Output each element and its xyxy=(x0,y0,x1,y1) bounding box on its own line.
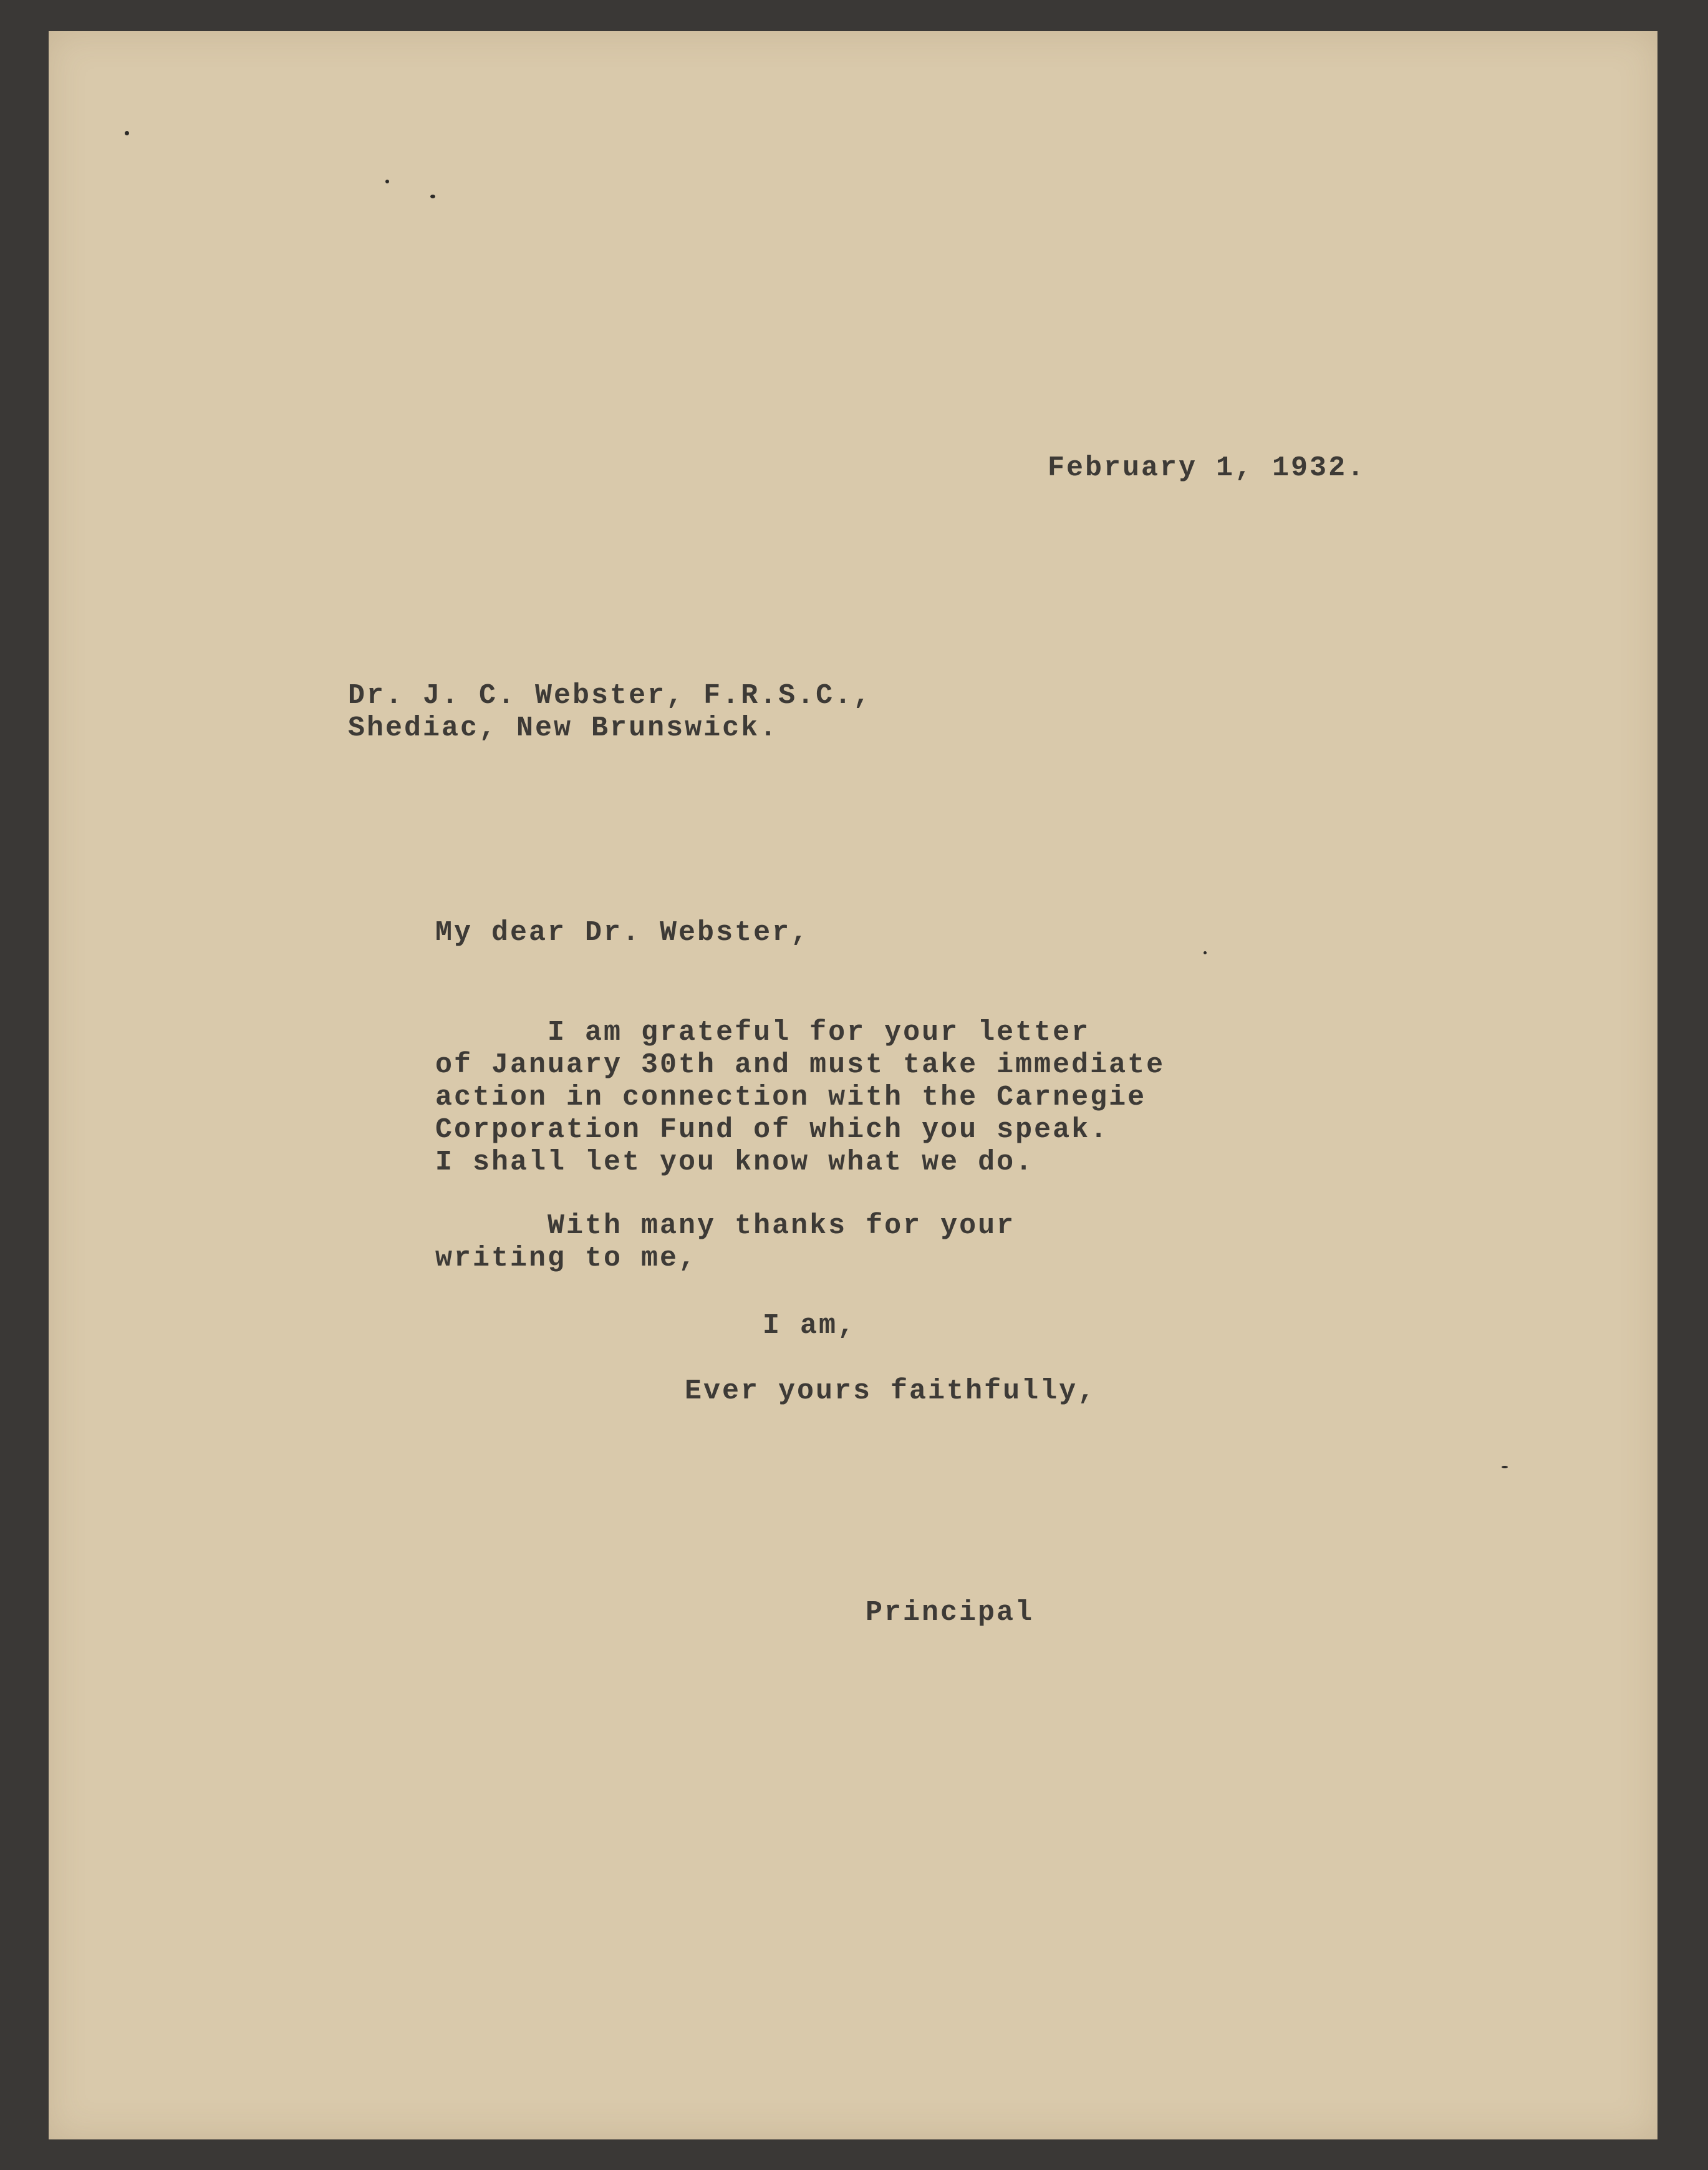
body-line: action in connection with the Carnegie xyxy=(435,1082,1147,1113)
closing-line-1: I am, xyxy=(763,1310,857,1342)
signature-title: Principal xyxy=(866,1597,1035,1629)
body-line: With many thanks for your xyxy=(435,1210,1016,1242)
letter-date: February 1, 1932. xyxy=(1048,452,1366,484)
ink-speck xyxy=(430,195,435,198)
body-line: writing to me, xyxy=(435,1242,698,1274)
body-line: of January 30th and must take immediate xyxy=(435,1049,1165,1081)
salutation: My dear Dr. Webster, xyxy=(435,917,810,949)
closing-line-2: Ever yours faithfully, xyxy=(685,1375,1097,1407)
body-line: Corporation Fund of which you speak. xyxy=(435,1114,1109,1146)
body-line: I am grateful for your letter xyxy=(435,1017,1091,1049)
body-paragraph-2 xyxy=(435,1210,1015,1275)
letter-page xyxy=(49,31,1657,2139)
ink-speck xyxy=(1502,1466,1508,1468)
ink-speck xyxy=(385,180,389,183)
recipient-name-line: Dr. J. C. Webster, F.R.S.C., xyxy=(348,680,872,712)
body-line: I shall let you know what we do. xyxy=(435,1146,1035,1178)
recipient-address xyxy=(348,680,872,745)
recipient-location-line: Shediac, New Brunswick. xyxy=(348,712,779,744)
ink-speck xyxy=(125,131,129,135)
ink-speck xyxy=(1204,951,1207,954)
body-paragraph-1 xyxy=(435,1017,1165,1179)
